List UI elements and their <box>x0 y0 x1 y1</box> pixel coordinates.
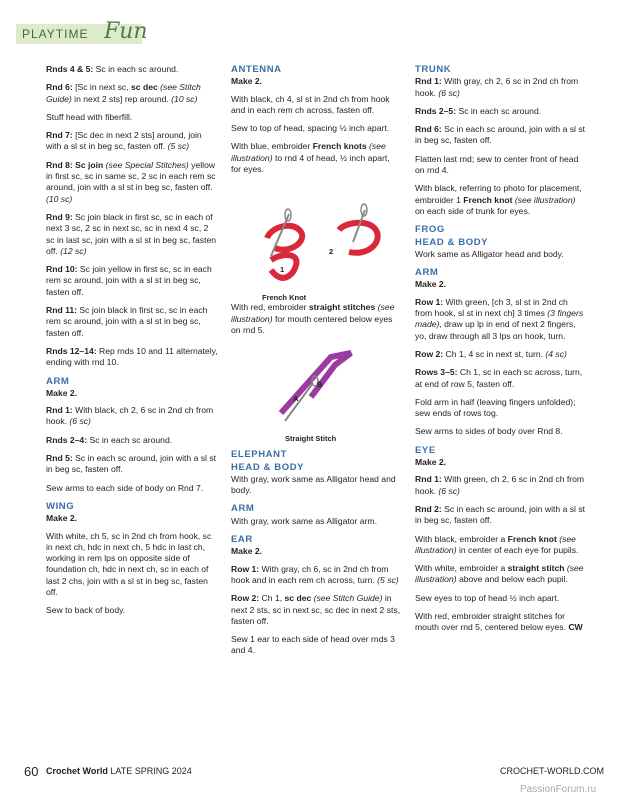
magazine-title: Crochet World <box>46 766 108 776</box>
text-run: (10 sc) <box>171 93 198 104</box>
text-run: straight stitch <box>507 563 565 574</box>
issue-label: LATE SPRING 2024 <box>110 766 192 776</box>
text-run: (5 sc) <box>377 574 399 585</box>
text-run: With green, ch 2, 6 sc in 2nd ch from hook. <box>415 474 585 496</box>
text-run: Work same as Alligator head and body. <box>415 248 564 259</box>
text-run: Sc in each sc around, join with a sl st in beg sc, fasten off. <box>46 453 217 475</box>
text-run: (6 sc) <box>438 485 460 496</box>
instruction-paragraph <box>231 141 401 175</box>
instruction-paragraph <box>415 106 587 117</box>
text-run: With gray, work same as Alligator head and body. <box>231 473 396 496</box>
instruction-paragraph <box>231 564 401 587</box>
text-run: for mouth centered below eyes on rnd 5. <box>231 313 393 335</box>
instruction-paragraph <box>415 76 587 99</box>
instruction-paragraph <box>46 435 218 446</box>
instruction-paragraph <box>231 94 401 117</box>
text-run: Rnds 12–14: <box>46 345 97 356</box>
text-run: (4 sc) <box>545 348 567 359</box>
instruction-paragraph <box>46 82 218 105</box>
text-run: Rnds 2–4: <box>46 434 88 445</box>
text-run: Sew to back of body. <box>46 605 126 616</box>
instruction-paragraph <box>415 426 587 437</box>
text-run: (see illustration) <box>231 141 386 163</box>
text-run: Sc in each sc around, join with a sl st in beg sc, fasten off. <box>415 503 586 526</box>
text-run: With red, embroider straight stitches for mouth over rnd 5, centered below eyes. <box>415 610 569 633</box>
text-run: (see illustration) <box>415 533 576 555</box>
french-knot-illustration <box>231 182 401 302</box>
section-heading: EAR <box>231 534 253 546</box>
text-run: Sc in each sc around. <box>456 105 542 116</box>
make-count: Make 2. <box>46 513 78 524</box>
column-3 <box>415 64 587 641</box>
section-heading: ARM <box>46 375 70 387</box>
text-run: Rep rnds 10 and 11 alternately, ending with rnd 10. <box>46 345 218 368</box>
make-count: Make 2. <box>415 279 447 290</box>
french-knot-step-1: 1 <box>280 265 285 275</box>
text-run: Rnd 10: <box>46 264 78 275</box>
text-run: Sc join yellow in first sc, sc in each rem sc around, join with a sl st in beg sc, fasten off. <box>46 264 212 297</box>
instruction-paragraph <box>231 302 401 336</box>
straight-stitch-graphic <box>231 343 401 431</box>
instruction-paragraph <box>415 534 587 557</box>
text-run: Sc join black in first sc, sc in each of next 3 sc, 2 sc in next sc, sc in next 4 sc, 2 sc in last sc, join with a sl st in beg sc, fasten off. <box>46 211 217 256</box>
make-count: Make 2. <box>231 546 263 557</box>
instruction-paragraph <box>231 593 401 627</box>
text-run: With gray, work same as Alligator arm. <box>231 515 377 526</box>
text-run: Rnd 7: <box>46 130 73 141</box>
instruction-paragraph <box>46 305 218 339</box>
text-run: Sew arms to sides of body over Rnd 8. <box>415 426 563 437</box>
instruction-paragraph <box>46 531 218 599</box>
header-fun: Fun <box>104 19 148 44</box>
make-count: Make 2. <box>415 457 447 468</box>
text-run: With black, ch 4, sl st in 2nd ch from hook and in each rem ch across, fasten off. <box>231 93 390 115</box>
text-run: Row 1: <box>415 296 444 307</box>
instruction-paragraph <box>415 154 587 177</box>
instruction-paragraph <box>46 483 218 494</box>
straight-stitch-illustration <box>231 343 401 443</box>
instruction-paragraph <box>231 516 401 527</box>
text-run: French knots <box>312 141 367 152</box>
page-number: 60 <box>24 764 39 779</box>
instruction-paragraph <box>46 346 218 369</box>
text-run: With black, ch 2, 6 sc in 2nd ch from hook. <box>46 405 214 427</box>
text-run: With black, embroider a <box>415 533 508 544</box>
instruction-paragraph <box>415 249 587 260</box>
instruction-paragraph <box>46 64 218 75</box>
section-heading: EYE <box>415 444 436 456</box>
straight-stitch-label-a: A <box>293 394 299 404</box>
text-run: With blue, embroider <box>231 141 313 152</box>
text-run: Rnd 2: <box>415 503 442 514</box>
french-knot-caption: French Knot <box>262 293 307 303</box>
text-run: French knot <box>463 194 513 205</box>
text-run: Rnd 6: <box>415 124 442 135</box>
text-run: With gray, ch 2, 6 sc in 2nd ch from hook. <box>415 76 579 98</box>
section-heading: ARM <box>415 267 439 279</box>
section-heading: TRUNK <box>415 64 452 75</box>
section-heading: ELEPHANT <box>231 449 287 461</box>
magazine-name <box>46 766 192 776</box>
section-header <box>16 19 148 44</box>
text-run: above and below each pupil. <box>456 574 568 585</box>
text-run: CW <box>568 622 583 633</box>
text-run: Fold arm in half (leaving fingers unfolded); sew ends of rows tog. <box>415 396 576 419</box>
text-run: Stuff head with fiberfill. <box>46 111 133 122</box>
instruction-paragraph <box>415 611 587 634</box>
instruction-paragraph <box>415 474 587 497</box>
instruction-paragraph <box>46 160 218 205</box>
instruction-paragraph <box>415 183 587 217</box>
text-run: Rnd 1: <box>415 474 442 485</box>
text-run: (see illustration) <box>415 563 584 585</box>
section-heading: HEAD & BODY <box>415 236 489 248</box>
text-run: Rnd 6: <box>46 82 73 93</box>
instruction-paragraph <box>46 212 218 257</box>
text-run: Rnd 5: <box>46 453 73 464</box>
column-2 <box>231 64 401 664</box>
text-run: Ch 1, 4 sc in next st, turn. <box>443 348 546 359</box>
site-url: CROCHET-WORLD.COM <box>500 766 604 776</box>
text-run: straight stitches <box>308 302 376 313</box>
text-run: With green, [ch 3, sl st in 2nd ch from hook, sl st in next ch] 3 times <box>415 296 568 319</box>
instruction-paragraph <box>415 367 587 390</box>
text-run: Rnd 1: <box>46 405 73 416</box>
instruction-paragraph <box>46 405 218 428</box>
instruction-paragraph <box>415 349 587 360</box>
make-count: Make 2. <box>231 76 263 87</box>
text-run: Sew to top of head, spacing ½ inch apart. <box>231 123 390 134</box>
text-run: [Sc in next sc, <box>72 82 132 93</box>
text-run: on each side of trunk for eyes. <box>415 205 531 216</box>
text-run: (3 fingers made) <box>415 308 584 330</box>
section-heading: WING <box>46 500 75 512</box>
section-heading: FROG <box>415 224 445 236</box>
text-run: Rnds 4 & 5: <box>46 64 94 74</box>
instruction-paragraph <box>415 297 587 342</box>
text-run: Rnds 2–5: <box>415 105 457 116</box>
instruction-paragraph <box>46 264 218 298</box>
watermark: PassionForum.ru <box>520 784 597 795</box>
text-run: Sc in each sc around. <box>93 64 179 74</box>
text-run: Sew 1 ear to each side of head over rnds 3 and 4. <box>231 634 395 656</box>
instruction-paragraph <box>231 634 401 657</box>
text-run: in center of each eye for pupils. <box>456 544 579 555</box>
instruction-paragraph <box>46 130 218 153</box>
text-run: Sc in each sc around. <box>87 434 173 445</box>
instruction-paragraph <box>231 123 401 134</box>
text-run: (see illustration) <box>231 302 395 324</box>
instruction-paragraph <box>415 563 587 586</box>
text-run: Row 2: <box>231 593 260 604</box>
text-run: Rows 3–5: <box>415 367 458 378</box>
instruction-paragraph <box>231 474 401 497</box>
text-run: yellow in first sc, sc in same sc, 2 sc in each rem sc around, join with a sl st in beg sc, fasten off. <box>46 159 216 193</box>
text-run: (see Stitch Guide) <box>311 593 383 604</box>
text-run: Row 1: <box>231 563 260 574</box>
text-run: in next 2 sts, sc in next sc, sc dec in next 2 sts, fasten off. <box>231 593 401 626</box>
instruction-paragraph <box>46 605 218 616</box>
text-run: (see illustration) <box>512 194 576 205</box>
section-heading: HEAD & BODY <box>231 461 305 473</box>
text-run: Rnd 8: Sc join <box>46 159 104 170</box>
text-run: (5 sc) <box>167 141 190 152</box>
text-run: Rnd 9: <box>46 211 73 222</box>
instruction-paragraph <box>46 112 218 123</box>
text-run: Ch 1, <box>259 593 285 604</box>
text-run: French knot <box>507 533 557 544</box>
section-heading: ANTENNA <box>231 64 282 75</box>
make-count: Make 2. <box>46 387 78 398</box>
text-run: Sew eyes to top of head ½ inch apart. <box>415 592 560 603</box>
text-run: Flatten last rnd; sew to center front of head on rnd 4. <box>415 153 579 176</box>
text-run: With black, referring to photo for placement, embroider 1 <box>415 183 582 205</box>
instruction-paragraph <box>415 397 587 420</box>
straight-stitch-caption: Straight Stitch <box>285 434 337 444</box>
instruction-paragraph <box>46 453 218 476</box>
text-run: With gray, ch 6, sc in 2nd ch from hook and in each rem ch across, turn. <box>231 563 389 585</box>
text-run: (10 sc) <box>46 193 73 204</box>
instruction-paragraph <box>415 593 587 604</box>
text-run: in next 2 sts] rep around. <box>71 93 172 104</box>
text-run: (12 sc) <box>60 245 87 256</box>
text-run: to rnd 4 of head, ½ inch apart, for eyes. <box>231 152 390 175</box>
section-heading: ARM <box>231 503 255 515</box>
french-knot-graphic <box>231 182 401 302</box>
text-run: Rnd 11: <box>46 305 78 316</box>
header-playtime: PLAYTIME <box>22 27 89 41</box>
text-run: Sew arms to each side of body on Rnd 7. <box>46 482 204 493</box>
text-run: (see Special Stitches) <box>103 159 189 170</box>
text-run: Rnd 1: <box>415 76 442 87</box>
text-run: (6 sc) <box>438 87 460 98</box>
text-run: [Sc dec in next 2 sts] around, join with a sl st in beg sc, fasten off. <box>46 130 202 152</box>
text-run: Ch 1, sc in each sc across, turn, at end of row 5, fasten off. <box>415 367 583 389</box>
text-run: Sc in each sc around, join with a sl st in beg sc, fasten off. <box>415 124 586 146</box>
text-run: (see Stitch Guide) <box>46 82 201 104</box>
text-run: sc dec <box>131 82 158 93</box>
straight-stitch-label-b: B <box>317 380 323 390</box>
text-run: Row 2: <box>415 348 444 359</box>
instruction-paragraph <box>415 124 587 147</box>
text-run: Sc join black in first sc, sc in each rem sc around, join with a sl st in beg sc, fasten off. <box>46 305 208 338</box>
text-run: With white, ch 5, sc in 2nd ch from hook, sc in next ch, hdc in next ch, 5 hdc in last ch, working in rem lps on opposite side of foundation ch, hdc in next ch, sc in each of last 2 chs, join with a sl st in beg sc, fasten off. <box>46 530 212 597</box>
french-knot-step-2: 2 <box>329 247 334 257</box>
text-run: With red, embroider <box>231 302 309 313</box>
text-run: (6 sc) <box>69 416 91 427</box>
text-run: sc dec <box>284 593 312 604</box>
text-run: With white, embroider a <box>415 563 508 574</box>
instruction-paragraph <box>415 504 587 527</box>
text-run: , draw up lp in end of next 2 fingers, yo, draw through all 3 lps on hook, turn. <box>415 319 576 341</box>
column-1 <box>46 64 218 624</box>
